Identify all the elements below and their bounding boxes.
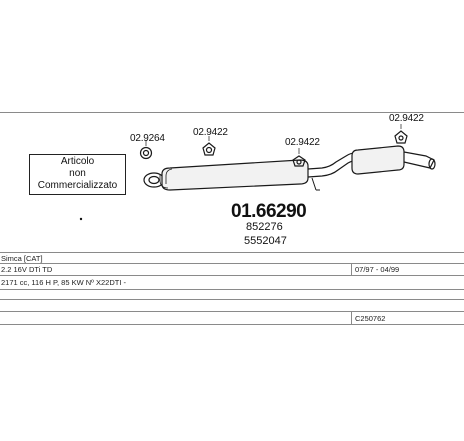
reference-code-1: 852276 bbox=[246, 221, 283, 233]
part-label-hanger-2: 02.9422 bbox=[285, 137, 320, 148]
notice-line-1: Articolo bbox=[60, 156, 95, 167]
grid-line-4 bbox=[0, 289, 464, 290]
part-label-hanger-3: 02.9422 bbox=[389, 113, 424, 124]
part-label-clamp: 02.9264 bbox=[130, 133, 165, 144]
reference-code-2: 5552047 bbox=[244, 235, 287, 247]
part-label-hanger-1: 02.9422 bbox=[193, 127, 228, 138]
hanger-rubber-2 bbox=[203, 143, 215, 155]
notice-line-3: Commercializzato bbox=[37, 180, 118, 191]
grid-line-2 bbox=[0, 263, 464, 264]
hanger-rubber-4 bbox=[395, 131, 407, 143]
grid-line-top bbox=[0, 112, 464, 113]
vehicle-engine: 2.2 16V DTi TD bbox=[1, 265, 53, 274]
vehicle-date-range: 07/97 - 04/99 bbox=[355, 265, 400, 274]
intermediate-pipe bbox=[308, 153, 358, 169]
grid-line-3 bbox=[0, 275, 464, 276]
grid-divider-code bbox=[351, 311, 352, 324]
vehicle-model: Simca [CAT] bbox=[1, 254, 43, 263]
notice-line-2: non bbox=[69, 168, 86, 179]
rear-silencer bbox=[352, 146, 404, 174]
grid-divider-date bbox=[351, 263, 352, 275]
grid-line-7 bbox=[0, 324, 464, 325]
catalog-code: C250762 bbox=[355, 314, 386, 323]
main-part-code: 01.66290 bbox=[231, 201, 307, 222]
hanger-rubber-1 bbox=[141, 148, 152, 159]
grid-line-6 bbox=[0, 311, 464, 312]
vehicle-specs: 2171 cc, 116 H P, 85 KW Nº X22DTI - bbox=[1, 278, 127, 287]
grid-line-5 bbox=[0, 299, 464, 300]
centre-silencer bbox=[160, 160, 308, 190]
grid-line-1 bbox=[0, 252, 464, 253]
marker-dot bbox=[80, 218, 82, 220]
not-commercialized-notice bbox=[29, 154, 126, 195]
